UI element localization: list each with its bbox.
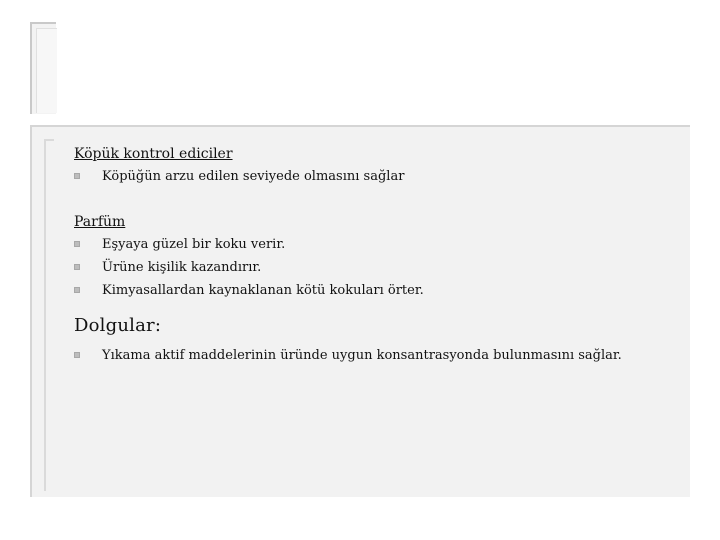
group-heading: Dolgular: (74, 315, 162, 336)
list-item-text: Kimyasallardan kaynaklanan kötü kokuları örter. (102, 283, 424, 298)
bullet-list (74, 233, 674, 302)
panel-rule (44, 139, 54, 491)
list-item (74, 233, 674, 256)
square-bullet-icon (74, 173, 80, 179)
list-item (74, 165, 674, 188)
content-panel (30, 125, 690, 497)
list-item (74, 344, 674, 367)
list-item-text: Ürüne kişilik kazandırır. (102, 260, 262, 275)
list-item-text: Yıkama aktif maddelerinin üründe uygun konsantrasyonda bulunmasını sağlar. (102, 348, 622, 363)
group-heading: Köpük kontrol ediciler (74, 146, 233, 162)
list-item (74, 256, 674, 279)
bullet-list (74, 165, 674, 188)
group-heading: Parfüm (74, 214, 126, 230)
square-bullet-icon (74, 264, 80, 270)
square-bullet-icon (74, 241, 80, 247)
list-item-text: Eşyaya güzel bir koku verir. (102, 237, 286, 252)
bullet-list (74, 344, 674, 367)
square-bullet-icon (74, 287, 80, 293)
title-placeholder (30, 22, 56, 114)
body-text (74, 143, 674, 367)
group-perfume (74, 211, 674, 302)
list-item-text: Köpüğün arzu edilen seviyede olmasını sağlar (102, 169, 405, 184)
list-item (74, 279, 674, 302)
group-foam-control (74, 143, 674, 188)
group-fillers (74, 314, 674, 367)
square-bullet-icon (74, 352, 80, 358)
